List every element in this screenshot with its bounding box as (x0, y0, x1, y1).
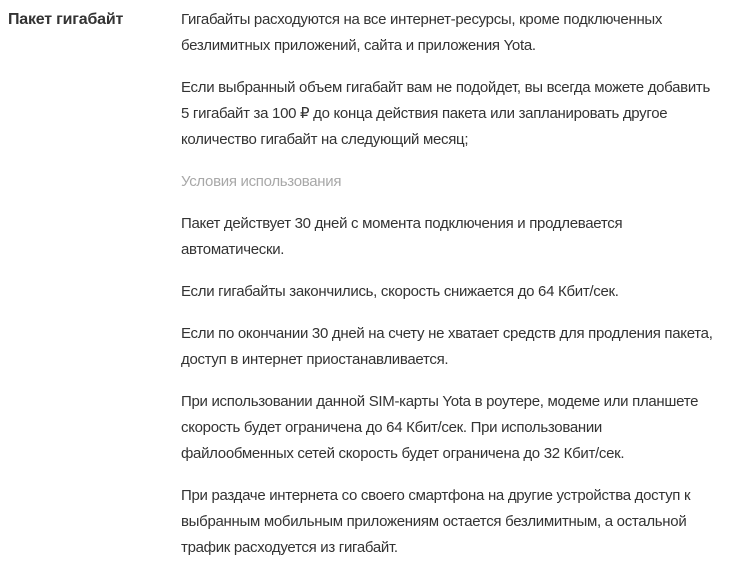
term-sim-in-router: При использовании данной SIM-карты Yota в роутере, модеме или планшете скорость будет ограничена до 64 Кбит/сек. При использовании файлообменных сетей скорость будет ограничена до 32 Кбит/сек. (181, 393, 699, 462)
term-tethering: При раздаче интернета со своего смартфона на другие устройства доступ к выбранным мобильным приложениям остается безлимитным, а остальной трафик расходуется из гигабайт. (181, 487, 691, 556)
section-title: Пакет гигабайт (8, 11, 124, 28)
term-speed-reduction: Если гигабайты закончились, скорость снижается до 64 Кбит/сек. (181, 283, 619, 300)
paragraph-add-gigabytes: Если выбранный объем гигабайт вам не подойдет, вы всегда можете добавить 5 гигабайт за 100 ₽ до конца действия пакета или запланировать другое количество гигабайт на следующий месяц; (181, 79, 711, 148)
section-content-column (181, 7, 716, 561)
paragraph-gigabytes-usage: Гигабайты расходуются на все интернет-ресурсы, кроме подключенных безлимитных приложений, сайта и приложения Yota. (181, 11, 663, 54)
section-label-column (8, 7, 181, 33)
term-package-duration: Пакет действует 30 дней с момента подключения и продлевается автоматически. (181, 215, 623, 258)
term-insufficient-funds: Если по окончании 30 дней на счету не хватает средств для продления пакета, доступ в интернет приостанавливается. (181, 325, 713, 368)
terms-of-use-subheading: Условия использования (181, 173, 342, 190)
